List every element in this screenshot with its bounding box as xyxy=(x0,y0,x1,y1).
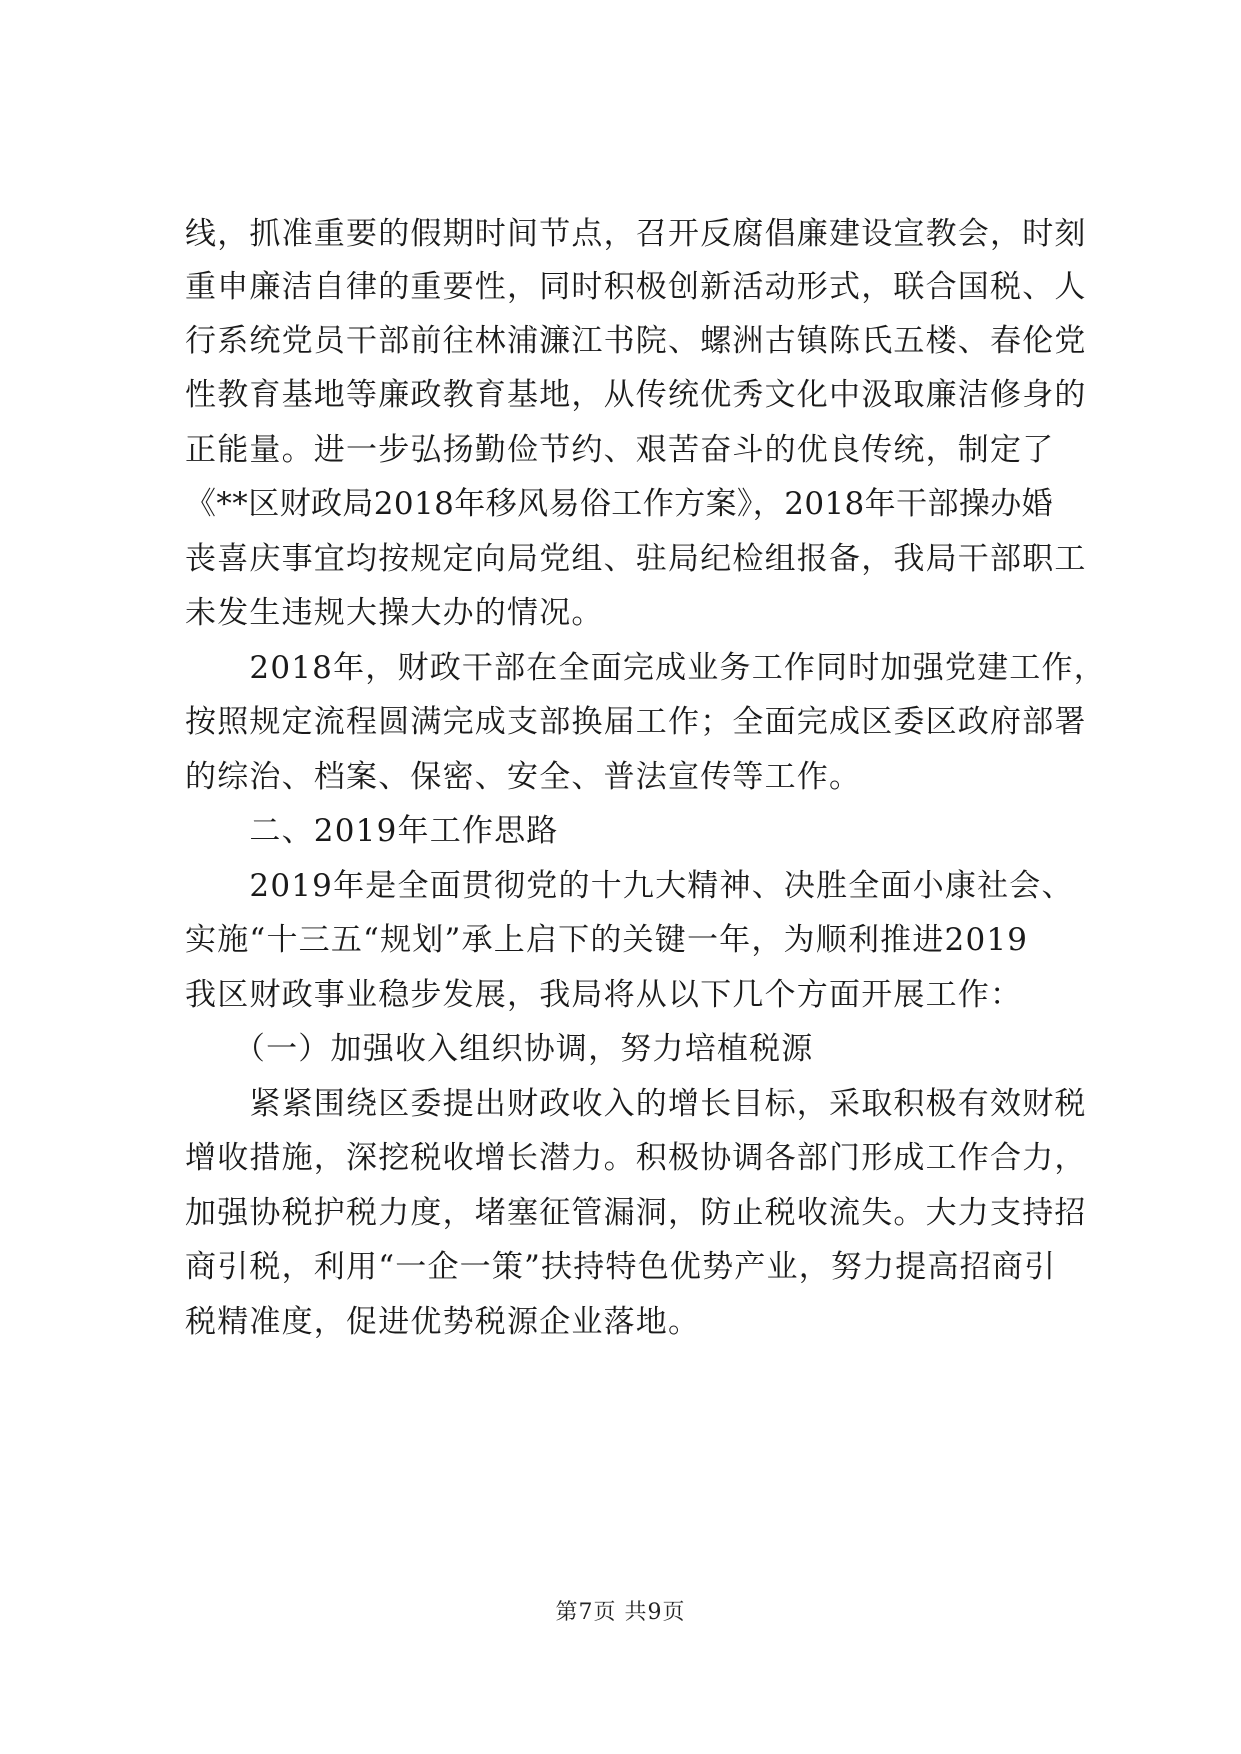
text-line: 的综治、档案、保密、安全、普法宣传等工作。 xyxy=(185,759,862,795)
text-line: 商引税，利用“一企一策”扶持特色优势产业，努力提高招商引 xyxy=(185,1249,1057,1285)
text-line: 增收措施，深挖税收增长潜力。积极协调各部门形成工作合力， xyxy=(185,1140,1087,1176)
text-line: 紧紧围绕区委提出财政收入的增长目标，采取积极有效财税 xyxy=(185,1086,1087,1122)
text-line: 丧喜庆事宜均按规定向局党组、驻局纪检组报备，我局干部职工 xyxy=(185,541,1087,577)
text-line: 按照规定流程圆满完成支部换届工作；全面完成区委区政府部署 xyxy=(185,704,1087,740)
text-line: 线，抓准重要的假期时间节点，召开反腐倡廉建设宣教会，时刻 xyxy=(185,216,1087,252)
text-line: 税精准度，促进优势税源企业落地。 xyxy=(185,1304,701,1340)
text-line: 《**区财政局2018年移风易俗工作方案》，2018年干部操办婚 xyxy=(185,486,1054,522)
text-line: 重申廉洁自律的重要性，同时积极创新活动形式，联合国税、人 xyxy=(185,269,1087,305)
text-line: 2019年是全面贯彻党的十九大精神、决胜全面小康社会、 xyxy=(185,868,1074,904)
text-line: 正能量。进一步弘扬勤俭节约、艰苦奋斗的优良传统，制定了 xyxy=(185,432,1055,468)
text-line: 性教育基地等廉政教育基地，从传统优秀文化中汲取廉洁修身的 xyxy=(185,377,1087,413)
page-number-footer: 第7页 共9页 xyxy=(555,1600,686,1625)
subsection-heading: （一）加强收入组织协调，努力培植税源 xyxy=(185,1031,814,1067)
text-line: 行系统党员干部前往林浦濂江书院、螺洲古镇陈氏五楼、春伦党 xyxy=(185,323,1087,359)
text-line: 实施“十三五“规划”承上启下的关键一年，为顺利推进2019 xyxy=(185,922,1029,958)
section-heading: 二、2019年工作思路 xyxy=(185,813,559,849)
text-line: 加强协税护税力度，堵塞征管漏洞，防止税收流失。大力支持招 xyxy=(185,1195,1087,1231)
text-line: 未发生违规大操大办的情况。 xyxy=(185,595,604,631)
text-line: 2018年，财政干部在全面完成业务工作同时加强党建工作， xyxy=(185,650,1106,686)
text-line: 我区财政事业稳步发展，我局将从以下几个方面开展工作： xyxy=(185,977,1023,1013)
